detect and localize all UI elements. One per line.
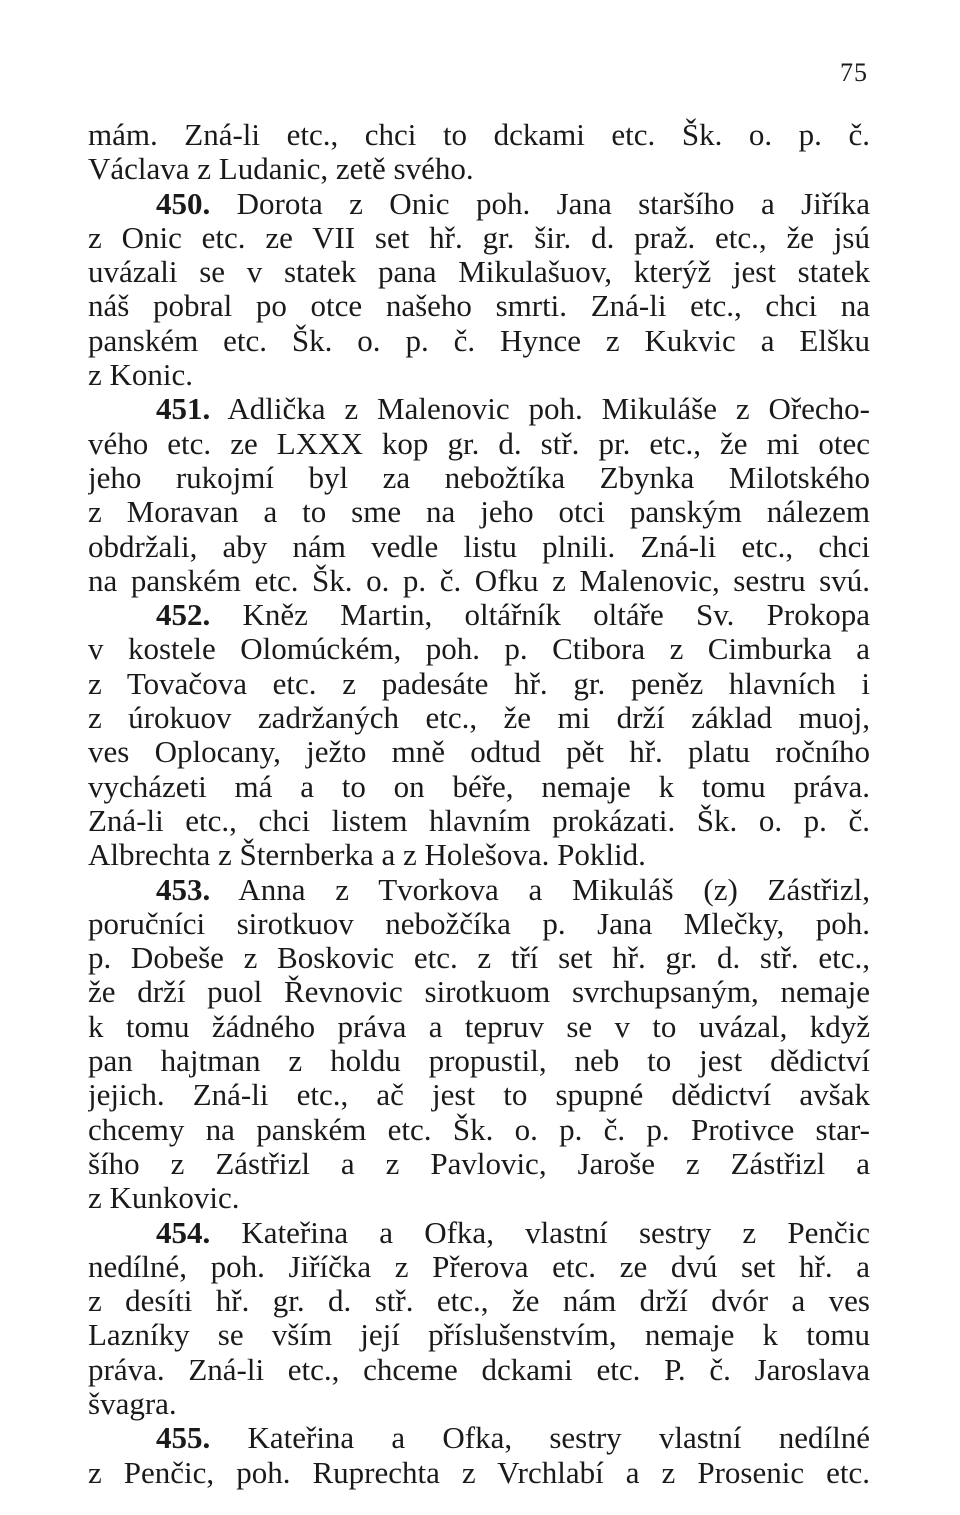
text-line xyxy=(88,1353,870,1387)
line-text: šího z Zástřizl a z Pavlovic, Jaroše z Zástřizl a xyxy=(88,1146,870,1181)
line-text: z Onic etc. ze VII set hř. gr. šir. d. praž. etc., že jsú xyxy=(88,220,870,255)
text-line xyxy=(88,187,870,221)
line-text: z Konic. xyxy=(88,358,194,393)
line-text: švagra. xyxy=(88,1386,177,1421)
text-line xyxy=(88,873,870,907)
text-line xyxy=(88,701,870,735)
text-line xyxy=(88,1044,870,1078)
line-text: z Penčic, poh. Ruprechta z Vrchlabí a z Prosenic etc. xyxy=(88,1455,870,1490)
line-text: nedílné, poh. Jiříčka z Přerova etc. ze dvú set hř. a xyxy=(88,1249,870,1284)
text-line xyxy=(88,427,870,461)
line-text: práva. Zná-li etc., chceme dckami etc. P. č. Jaroslava xyxy=(88,1352,870,1387)
text-line xyxy=(88,1010,870,1044)
text-line xyxy=(88,461,870,495)
line-text: panském etc. Šk. o. p. č. Hynce z Kukvic a Elšku xyxy=(88,323,870,358)
text-line xyxy=(88,1318,870,1352)
line-text: Adlička z Malenovic poh. Mikuláše z Ořecho- xyxy=(210,392,870,427)
line-text: k tomu žádného práva a tepruv se v to uvázal, když xyxy=(88,1009,870,1044)
line-text: obdržali, aby nám vedle listu plnili. Zná-li etc., chci xyxy=(88,529,870,564)
text-line xyxy=(88,152,870,186)
line-text: Dorota z Onic poh. Jana staršího a Jiříka xyxy=(210,186,870,221)
text-line xyxy=(88,564,870,598)
body-text xyxy=(88,118,870,1490)
text-line xyxy=(88,118,870,152)
line-text: v kostele Olomúckém, poh. p. Ctibora z Cimburka a xyxy=(88,632,870,667)
line-text: pan hajtman z holdu propustil, neb to jest dědictví xyxy=(88,1044,870,1079)
text-line xyxy=(88,255,870,289)
entry-number: 454. xyxy=(156,1215,211,1250)
text-line xyxy=(88,907,870,941)
line-text: z Tovačova etc. z padesáte hř. gr. peněz hlavních i xyxy=(88,666,870,701)
text-line xyxy=(88,770,870,804)
text-line xyxy=(88,1284,870,1318)
line-text: vycházeti má a to on béře, nemaje k tomu práva. xyxy=(88,769,870,804)
text-line xyxy=(88,941,870,975)
line-text: z Kunkovic. xyxy=(88,1181,240,1216)
text-line xyxy=(88,358,870,392)
text-line xyxy=(88,392,870,426)
text-line xyxy=(88,1216,870,1250)
line-text: na panském etc. Šk. o. p. č. Ofku z Malenovic, sestru svú. xyxy=(88,563,870,598)
entry-number: 451. xyxy=(156,392,211,427)
text-line xyxy=(88,735,870,769)
line-text: z desíti hř. gr. d. stř. etc., že nám drží dvór a ves xyxy=(88,1284,870,1319)
line-text: z úrokuov zadržaných etc., že mi drží základ muoj, xyxy=(88,701,870,736)
text-line xyxy=(88,324,870,358)
text-line xyxy=(88,495,870,529)
text-line xyxy=(88,667,870,701)
line-text: Zná-li etc., chci listem hlavním prokázati. Šk. o. p. č. xyxy=(88,803,870,838)
entry-number: 453. xyxy=(156,872,211,907)
line-text: Kněz Martin, oltářník oltáře Sv. Prokopa xyxy=(210,598,870,633)
text-line xyxy=(88,1250,870,1284)
line-text: Václava z Ludanic, zetě svého. xyxy=(88,152,474,187)
line-text: chcemy na panském etc. Šk. o. p. č. p. Protivce star- xyxy=(88,1112,870,1147)
line-text: jejich. Zná-li etc., ač jest to spupné dědictví avšak xyxy=(88,1078,870,1113)
text-line xyxy=(88,975,870,1009)
line-text: p. Dobeše z Boskovic etc. z tří set hř. gr. d. stř. etc., xyxy=(88,941,870,976)
line-text: poručníci sirotkuov nebožčíka p. Jana Mlečky, poh. xyxy=(88,906,870,941)
text-line xyxy=(88,1113,870,1147)
line-text: jeho rukojmí byl za nebožtíka Zbynka Milotského xyxy=(88,460,870,495)
text-line xyxy=(88,1147,870,1181)
text-line xyxy=(88,1387,870,1421)
line-text: Albrechta z Šternberka a z Holešova. Poklid. xyxy=(88,838,646,873)
text-line xyxy=(88,598,870,632)
line-text: uvázali se v statek pana Mikulašuov, kterýž jest statek xyxy=(88,255,870,290)
text-line xyxy=(88,1078,870,1112)
line-text: z Moravan a to sme na jeho otci panským nálezem xyxy=(88,495,870,530)
text-line xyxy=(88,289,870,323)
text-line xyxy=(88,1456,870,1490)
line-text: že drží puol Řevnovic sirotkuom svrchupsaným, nemaje xyxy=(88,975,870,1010)
text-line xyxy=(88,804,870,838)
line-text: mám. Zná-li etc., chci to dckami etc. Šk. o. p. č. xyxy=(88,118,870,152)
entry-number: 450. xyxy=(156,186,211,221)
text-line xyxy=(88,221,870,255)
text-line xyxy=(88,1421,870,1455)
text-line xyxy=(88,838,870,872)
line-text: Lazníky se vším její příslušenstvím, nemaje k tomu xyxy=(88,1318,870,1353)
entry-number: 455. xyxy=(156,1421,211,1456)
text-line xyxy=(88,632,870,666)
line-text: náš pobral po otce našeho smrti. Zná-li etc., chci na xyxy=(88,289,870,324)
entry-number: 452. xyxy=(156,598,211,633)
line-text: Kateřina a Ofka, sestry vlastní nedílné xyxy=(210,1421,870,1456)
line-text: Kateřina a Ofka, vlastní sestry z Penčic xyxy=(210,1215,870,1250)
text-line xyxy=(88,1181,870,1215)
text-line xyxy=(88,530,870,564)
page-number: 75 xyxy=(840,58,868,87)
line-text: Anna z Tvorkova a Mikuláš (z) Zástřizl, xyxy=(210,872,870,907)
line-text: ves Oplocany, ježto mně odtud pět hř. platu ročního xyxy=(88,735,870,770)
line-text: vého etc. ze LXXX kop gr. d. stř. pr. etc., že mi otec xyxy=(88,426,870,461)
